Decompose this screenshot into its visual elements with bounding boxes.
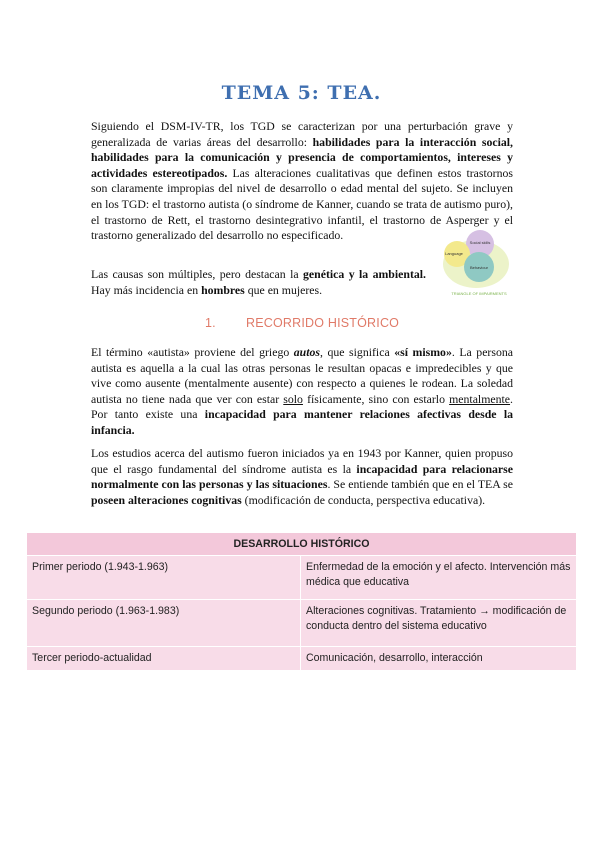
text-run: incapacidad para relacionarse normalmente con las personas y las situaciones bbox=[91, 461, 513, 492]
table-row bbox=[27, 556, 576, 600]
text-run: Hay más incidencia en bbox=[91, 282, 202, 297]
history-table bbox=[27, 533, 576, 670]
kanner-paragraph bbox=[91, 446, 513, 508]
description-cell: Comunicación, desarrollo, interacción bbox=[301, 647, 577, 671]
text-run: físicamente, sino con estarlo bbox=[302, 391, 450, 406]
label-behaviour: Behaviour bbox=[469, 265, 489, 270]
causes-paragraph bbox=[91, 267, 426, 298]
triangle-of-impairments-figure bbox=[433, 224, 523, 300]
text-run: autos bbox=[293, 345, 321, 359]
text-run: habilidades para la interacción social, habilidades para la comunicación y presencia de comportamientos, intereses y actividades estereotipados. bbox=[91, 134, 513, 180]
text-run: , que significa bbox=[320, 345, 395, 359]
text-run: mentalmente bbox=[449, 391, 511, 406]
text-run: poseen alteraciones cognitivas bbox=[91, 492, 242, 507]
section-title: RECORRIDO HISTÓRICO bbox=[246, 316, 400, 330]
page-title: TEMA 5: TEA. bbox=[221, 82, 382, 104]
text-run: Siguiendo el DSM-IV-TR, los TGD se caracterizan por una perturbación grave y generalizada de varias áreas del desarrollo: bbox=[91, 119, 513, 149]
text-run: hombres bbox=[201, 282, 245, 297]
description-cell: Alteraciones cognitivas. Tratamiento → modificación de conducta dentro del sistema educativo bbox=[301, 600, 577, 647]
period-cell: Segundo periodo (1.963-1.983) bbox=[27, 600, 301, 647]
section-number: 1. bbox=[205, 316, 216, 330]
text-run: que en mujeres. bbox=[244, 282, 323, 297]
description-cell: Enfermedad de la emoción y el afecto. Intervención más médica que educativa bbox=[301, 556, 577, 600]
text-run: El término «autista» proviene del griego bbox=[91, 345, 294, 359]
text-run: . Se entiende también que en el TEA se bbox=[327, 477, 513, 492]
text-run: (modificación de conducta, perspectiva educativa). bbox=[241, 492, 486, 507]
text-run: Las alteraciones cualitativas que definen estos trastornos son claramente impropias del nivel de desarrollo o edad mental del sujeto. Se incluyen en los TGD: el trastorno autista (o síndrome de Kanner, cuando se trata de autismo puro), el trastorno de Rett, el trastorno desintegrativo infantil, el trastorno de Asperger y el trastorno generalizado del desarrollo no especificado. bbox=[91, 165, 513, 243]
text-run: incapacidad para mantener relaciones afectivas desde la infancia. bbox=[91, 407, 514, 437]
text-run: solo bbox=[283, 391, 303, 406]
text-run: Los estudios acerca del autismo fueron iniciados ya en 1943 por Kanner, quien propuso que el rasgo fundamental del síndrome autista es la bbox=[91, 446, 513, 476]
table-header: DESARROLLO HISTÓRICO bbox=[27, 533, 576, 556]
label-social: Social skills bbox=[469, 240, 491, 245]
text-run: Las causas son múltiples, pero destacan la bbox=[91, 267, 304, 281]
history-paragraph bbox=[91, 345, 513, 439]
label-language: Language bbox=[445, 251, 463, 256]
period-cell: Tercer periodo-actualidad bbox=[27, 647, 301, 671]
table-row bbox=[27, 600, 576, 647]
text-run: . Por tanto existe una bbox=[91, 391, 513, 422]
text-run: «sí mismo» bbox=[394, 345, 452, 359]
text-run: genética y la ambiental. bbox=[303, 267, 426, 281]
table-row bbox=[27, 647, 576, 671]
text-run: . La persona autista es aquella a la cual las otras personas le resultan opacas e impredecibles y que vive como ausente (mentalmente ausente) con respecto a quienes le rodean. La soledad autista no tiene nada que ver con estar bbox=[91, 345, 513, 406]
figure-caption: TRIANGLE OF IMPAIRMENTS bbox=[451, 291, 507, 296]
period-cell: Primer periodo (1.943-1.963) bbox=[27, 556, 301, 600]
